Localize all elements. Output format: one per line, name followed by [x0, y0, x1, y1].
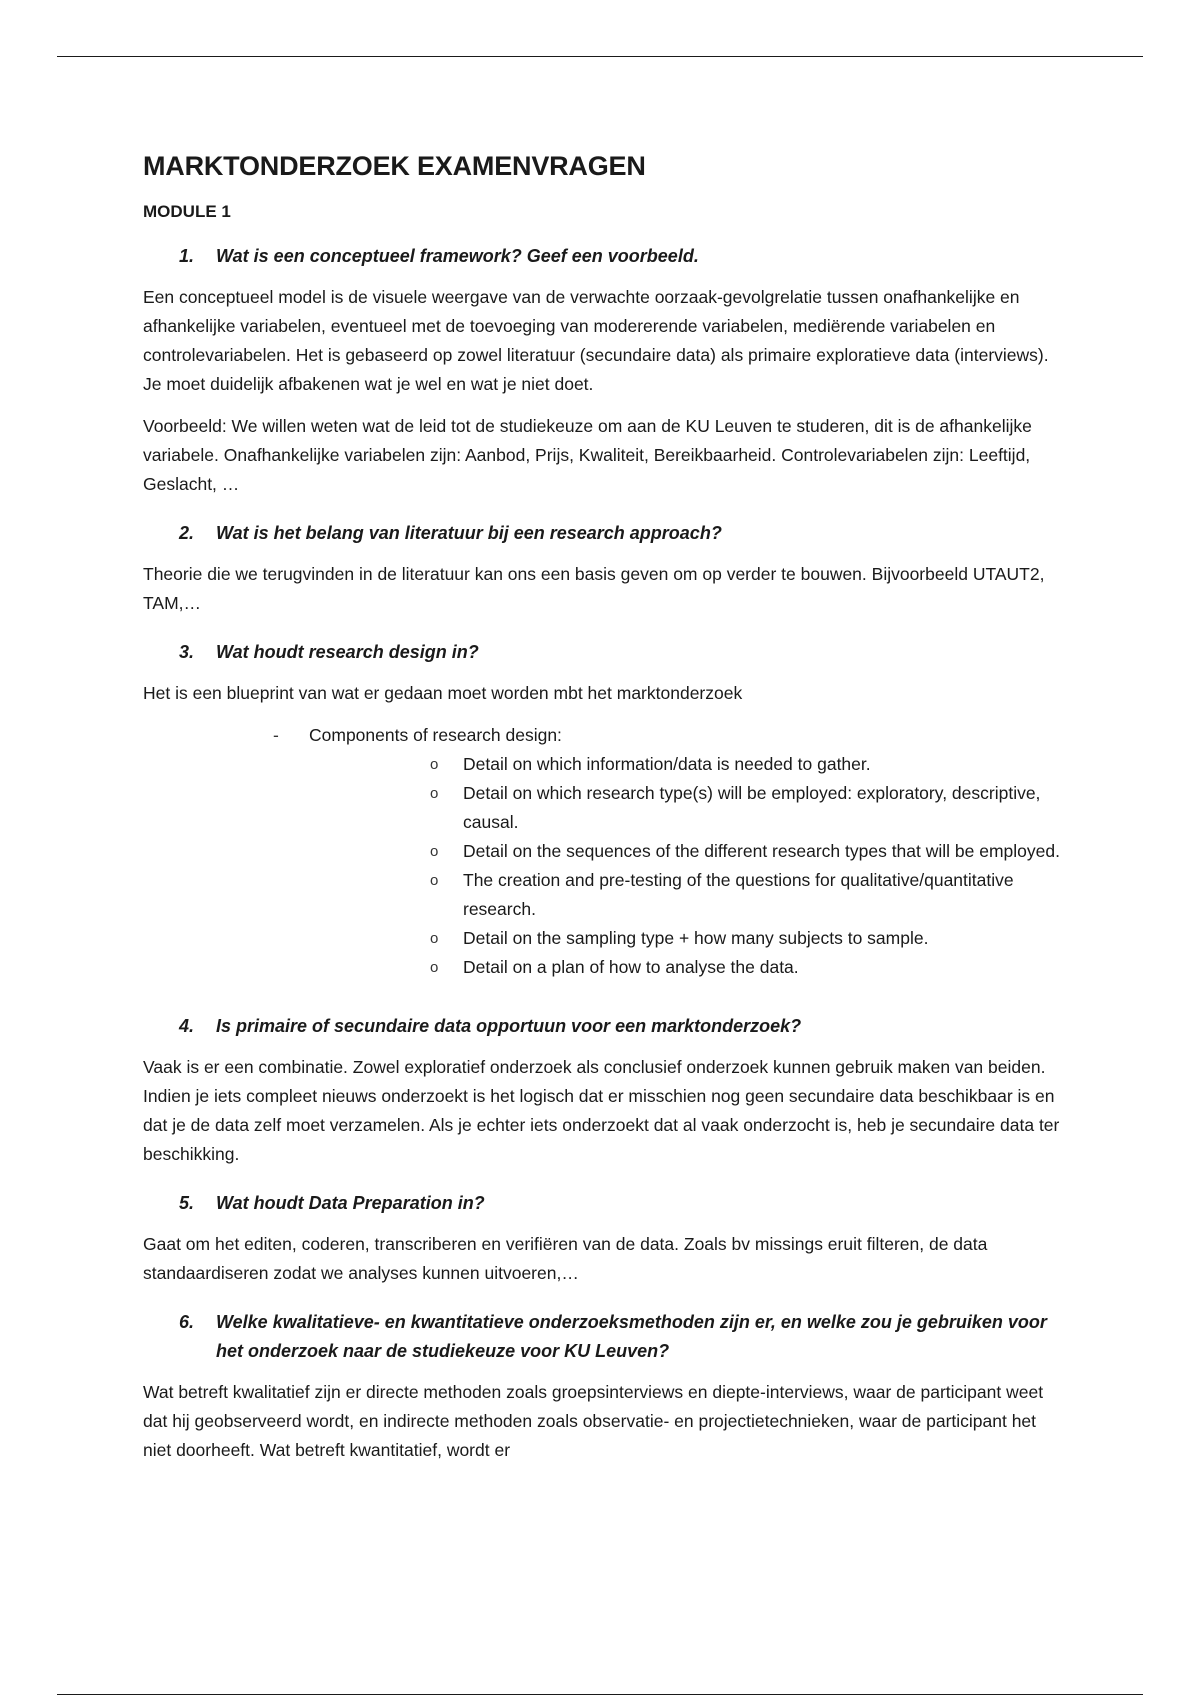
question-4-number: 4.: [179, 1016, 195, 1036]
list-item: [430, 866, 1060, 924]
answer-3-paragraph-1: Het is een blueprint van wat er gedaan moet worden mbt het marktonderzoek: [143, 683, 743, 703]
research-design-components: [273, 721, 1063, 750]
document-title: MARKTONDERZOEK EXAMENVRAGEN: [143, 151, 646, 181]
question-3-text: Wat houdt research design in?: [216, 642, 479, 662]
module-heading: MODULE 1: [143, 202, 231, 221]
answer-6-paragraph-1: Wat betreft kwalitatief zijn er directe methoden zoals groepsinterviews en diepte-interviews, waar de participant weet dat hij geobserveerd wordt, en indirecte methoden zoals observatie- en projectietechnieken, waar de participant het niet doorheeft. Wat betreft kwantitatief, wordt er: [143, 1382, 1044, 1460]
list-item: [430, 924, 1060, 953]
list-item-text: The creation and pre-testing of the questions for qualitative/quantitative research.: [463, 870, 1014, 919]
question-1-number: 1.: [179, 246, 195, 266]
question-2-number: 2.: [179, 523, 195, 543]
question-1-text: Wat is een conceptueel framework? Geef een voorbeeld.: [216, 246, 699, 266]
list-item-text: Detail on the sequences of the different research types that will be employed.: [463, 841, 1060, 861]
question-4: [179, 1012, 1063, 1041]
list-item-text: Detail on which information/data is needed to gather.: [463, 754, 871, 774]
list-item: [430, 779, 1060, 837]
question-2-text: Wat is het belang van literatuur bij een research approach?: [216, 523, 722, 543]
research-design-components-label: Components of research design:: [309, 725, 562, 745]
circle-bullet-icon: o: [430, 843, 439, 860]
question-6-text: Welke kwalitatieve- en kwantitatieve onderzoeksmethoden zijn er, en welke zou je gebruiken voor het onderzoek naar de studiekeuze voor KU Leuven?: [216, 1312, 1047, 1361]
question-1: [179, 242, 1063, 271]
question-2: [179, 519, 1063, 548]
list-item-text: Detail on which research type(s) will be employed: exploratory, descriptive, causal.: [463, 783, 1041, 832]
question-3: [179, 638, 1063, 667]
components-list: [430, 750, 1063, 982]
answer-1-paragraph-2: Voorbeeld: We willen weten wat de leid tot de studiekeuze om aan de KU Leuven te studeren, dit is de afhankelijke variabele. Onafhankelijke variabelen zijn: Aanbod, Prijs, Kwaliteit, Bereikbaarheid. Controlevariabelen zijn: Leeftijd, Geslacht, …: [143, 416, 1032, 494]
question-4-text: Is primaire of secundaire data opportuun voor een marktonderzoek?: [216, 1016, 802, 1036]
question-6: [179, 1308, 1063, 1366]
question-3-number: 3.: [179, 642, 195, 662]
question-5-text: Wat houdt Data Preparation in?: [216, 1193, 485, 1213]
question-6-number: 6.: [179, 1312, 195, 1332]
list-item: [430, 953, 1060, 982]
list-item: [430, 837, 1060, 866]
document-page: [143, 140, 1063, 1465]
circle-bullet-icon: o: [430, 872, 439, 889]
circle-bullet-icon: o: [430, 785, 439, 802]
dash-bullet: -: [273, 725, 279, 745]
question-5: [179, 1189, 1063, 1218]
answer-2-paragraph-1: Theorie die we terugvinden in de literatuur kan ons een basis geven om op verder te bouwen. Bijvoorbeeld UTAUT2, TAM,…: [143, 564, 1045, 613]
list-item: [430, 750, 1060, 779]
answer-4-paragraph-1: Vaak is er een combinatie. Zowel exploratief onderzoek als conclusief onderzoek kunnen gebruik maken van beiden. Indien je iets compleet nieuws onderzoekt is het logisch dat er misschien nog geen secundaire data beschikbaar is en dat je de data zelf moet verzamelen. Als je echter iets onderzoekt dat al vaak onderzocht is, heb je secundaire data ter beschikking.: [143, 1057, 1060, 1164]
header-rule: [57, 56, 1143, 57]
list-item-text: Detail on a plan of how to analyse the data.: [463, 957, 799, 977]
circle-bullet-icon: o: [430, 959, 439, 976]
footer-rule: [57, 1694, 1143, 1695]
answer-5-paragraph-1: Gaat om het editen, coderen, transcriberen en verifiëren van de data. Zoals bv missings eruit filteren, de data standaardiseren zodat we analyses kunnen uitvoeren,…: [143, 1234, 988, 1283]
circle-bullet-icon: o: [430, 930, 439, 947]
answer-1-paragraph-1: Een conceptueel model is de visuele weergave van de verwachte oorzaak-gevolgrelatie tussen onafhankelijke en afhankelijke variabelen, eventueel met de toevoeging van modererende variabelen, mediërende variabelen en controlevariabelen. Het is gebaseerd op zowel literatuur (secundaire data) als primaire exploratieve data (interviews). Je moet duidelijk afbakenen wat je wel en wat je niet doet.: [143, 287, 1049, 394]
circle-bullet-icon: o: [430, 756, 439, 773]
list-item-text: Detail on the sampling type + how many subjects to sample.: [463, 928, 929, 948]
question-5-number: 5.: [179, 1193, 195, 1213]
